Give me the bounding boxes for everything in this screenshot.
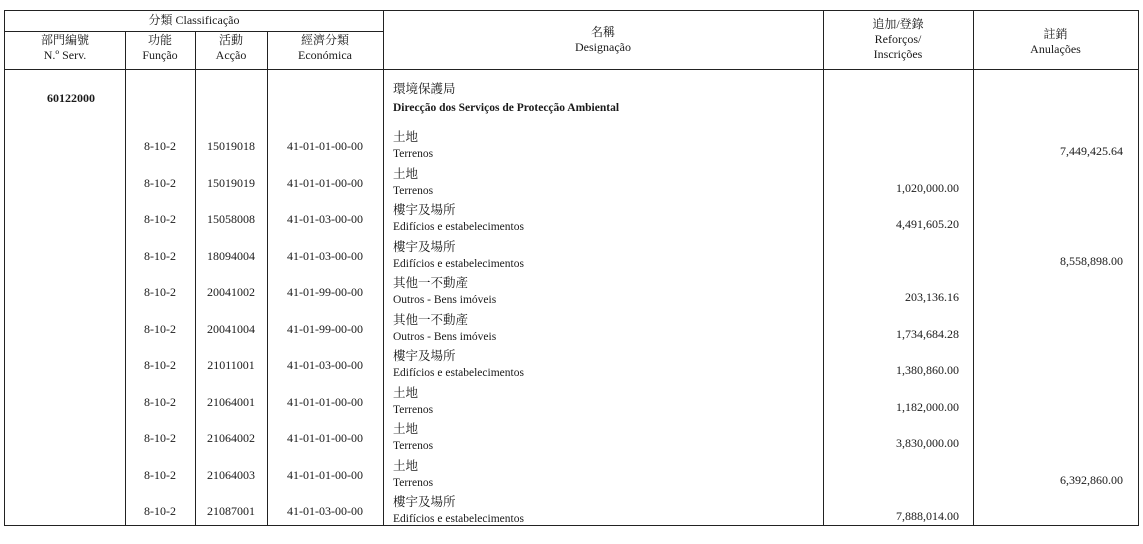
economica-header bbox=[267, 33, 383, 63]
economica-code: 41-01-99-00-00 bbox=[287, 285, 363, 299]
economica-code: 41-01-03-00-00 bbox=[287, 504, 363, 518]
reforcos-header-pt2: Inscrições bbox=[873, 47, 923, 61]
reforco-amount: 7,888,014.00 bbox=[896, 509, 959, 523]
item-name-pt: Terrenos bbox=[393, 185, 434, 197]
item-name-zh: 土地 bbox=[393, 458, 419, 473]
reforco-amount: 3,830,000.00 bbox=[896, 436, 959, 450]
economica-code: 41-01-01-00-00 bbox=[287, 395, 363, 409]
accao-code: 15019019 bbox=[207, 176, 255, 190]
funcao-code: 8-10-2 bbox=[144, 139, 176, 153]
column-divider bbox=[195, 31, 196, 526]
dept-header bbox=[5, 33, 125, 63]
department-code: 60122000 bbox=[47, 91, 95, 105]
dept-header-pt: N.º Serv. bbox=[43, 48, 87, 62]
funcao-code: 8-10-2 bbox=[144, 395, 176, 409]
reforco-amount: 1,734,684.28 bbox=[896, 327, 959, 341]
reforcos-header bbox=[823, 17, 973, 62]
accao-code: 15019018 bbox=[207, 139, 255, 153]
department-name-zh: 環境保護局 bbox=[393, 81, 456, 96]
funcao-code: 8-10-2 bbox=[144, 504, 176, 518]
accao-header bbox=[195, 33, 267, 63]
anulacao-amount: 6,392,860.00 bbox=[1060, 473, 1123, 487]
column-divider bbox=[267, 31, 268, 526]
item-name-pt: Terrenos bbox=[393, 148, 434, 160]
accao-code: 15058008 bbox=[207, 212, 255, 226]
department-name-pt: Direcção dos Serviços de Protecção Ambiental bbox=[393, 102, 620, 114]
anulacao-amount: 8,558,898.00 bbox=[1060, 254, 1123, 268]
accao-header-pt: Acção bbox=[215, 48, 247, 62]
reforcos-header-zh: 追加/登錄 bbox=[872, 17, 924, 31]
designacao-header bbox=[383, 25, 823, 55]
item-name-zh: 土地 bbox=[393, 421, 419, 436]
funcao-header-pt: Função bbox=[142, 48, 178, 62]
anulacoes-header bbox=[973, 27, 1138, 57]
economica-code: 41-01-99-00-00 bbox=[287, 322, 363, 336]
funcao-code: 8-10-2 bbox=[144, 249, 176, 263]
dept-header-zh: 部門編號 bbox=[40, 33, 89, 47]
economica-code: 41-01-03-00-00 bbox=[287, 249, 363, 263]
accao-code: 18094004 bbox=[207, 249, 255, 263]
accao-code: 21011001 bbox=[207, 358, 255, 372]
item-name-pt: Outros - Bens imóveis bbox=[393, 294, 497, 306]
accao-code: 21064001 bbox=[207, 395, 255, 409]
reforco-amount: 1,020,000.00 bbox=[896, 181, 959, 195]
funcao-header-zh: 功能 bbox=[147, 33, 172, 47]
anulacao-amount: 7,449,425.64 bbox=[1060, 144, 1123, 158]
economica-header-zh: 經濟分類 bbox=[300, 33, 349, 47]
funcao-code: 8-10-2 bbox=[144, 358, 176, 372]
item-name-zh: 其他一不動產 bbox=[393, 312, 469, 327]
item-name-pt: Outros - Bens imóveis bbox=[393, 331, 497, 343]
economica-code: 41-01-01-00-00 bbox=[287, 431, 363, 445]
designacao-header-zh: 名稱 bbox=[590, 25, 615, 39]
funcao-code: 8-10-2 bbox=[144, 285, 176, 299]
economica-code: 41-01-01-00-00 bbox=[287, 176, 363, 190]
item-name-zh: 土地 bbox=[393, 166, 419, 181]
item-name-pt: Terrenos bbox=[393, 477, 434, 489]
reforcos-header-pt: Reforços/ bbox=[874, 32, 922, 46]
item-name-pt: Terrenos bbox=[393, 404, 434, 416]
funcao-header bbox=[125, 33, 195, 63]
reforco-amount: 4,491,605.20 bbox=[896, 217, 959, 231]
accao-code: 21064002 bbox=[207, 431, 255, 445]
item-name-zh: 樓宇及場所 bbox=[393, 239, 456, 254]
header-divider bbox=[5, 31, 383, 32]
economica-code: 41-01-03-00-00 bbox=[287, 358, 363, 372]
item-name-zh: 其他一不動產 bbox=[393, 275, 469, 290]
reforco-amount: 1,182,000.00 bbox=[896, 400, 959, 414]
header-bottom-rule bbox=[5, 69, 1138, 70]
funcao-code: 8-10-2 bbox=[144, 431, 176, 445]
item-name-zh: 樓宇及場所 bbox=[393, 202, 456, 217]
anulacoes-header-pt: Anulações bbox=[1030, 42, 1081, 56]
item-name-pt: Edifícios e estabelecimentos bbox=[393, 367, 524, 379]
economica-header-pt: Económica bbox=[298, 48, 352, 62]
column-divider bbox=[125, 31, 126, 526]
anulacoes-header-zh: 註銷 bbox=[1043, 27, 1068, 41]
item-name-zh: 土地 bbox=[393, 385, 419, 400]
item-name-pt: Edifícios e estabelecimentos bbox=[393, 513, 524, 525]
budget-table bbox=[4, 10, 1139, 526]
accao-code: 20041002 bbox=[207, 285, 255, 299]
accao-code: 20041004 bbox=[207, 322, 255, 336]
accao-code: 21087001 bbox=[207, 504, 255, 518]
item-name-zh: 土地 bbox=[393, 129, 419, 144]
reforco-amount: 1,380,860.00 bbox=[896, 363, 959, 377]
reforco-amount: 203,136.16 bbox=[905, 290, 959, 304]
column-divider bbox=[383, 11, 384, 526]
funcao-code: 8-10-2 bbox=[144, 468, 176, 482]
item-name-zh: 樓宇及場所 bbox=[393, 348, 456, 363]
designacao-header-pt: Designação bbox=[575, 40, 631, 54]
economica-code: 41-01-01-00-00 bbox=[287, 139, 363, 153]
accao-header-zh: 活動 bbox=[218, 33, 243, 47]
item-name-pt: Edifícios e estabelecimentos bbox=[393, 221, 524, 233]
item-name-zh: 樓宇及場所 bbox=[393, 494, 456, 509]
funcao-code: 8-10-2 bbox=[144, 176, 176, 190]
item-name-pt: Edifícios e estabelecimentos bbox=[393, 258, 524, 270]
item-name-pt: Terrenos bbox=[393, 440, 434, 452]
economica-code: 41-01-03-00-00 bbox=[287, 212, 363, 226]
funcao-code: 8-10-2 bbox=[144, 322, 176, 336]
funcao-code: 8-10-2 bbox=[144, 212, 176, 226]
classification-header: 分類 Classificação bbox=[148, 13, 240, 27]
accao-code: 21064003 bbox=[207, 468, 255, 482]
economica-code: 41-01-01-00-00 bbox=[287, 468, 363, 482]
